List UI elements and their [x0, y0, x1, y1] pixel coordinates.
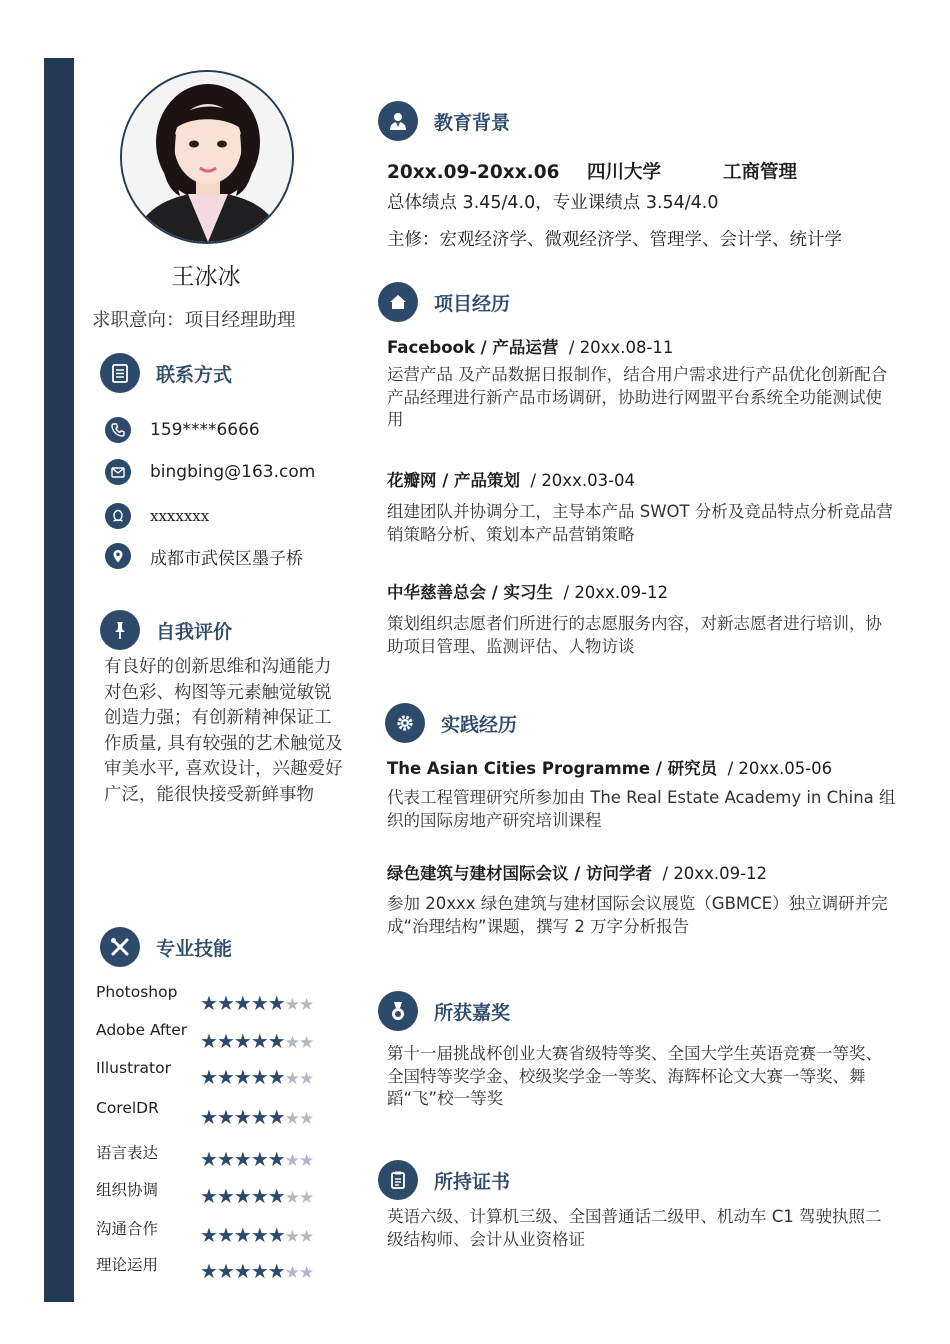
contact-qq: [105, 503, 209, 529]
project-org: Facebook / 产品运营: [387, 338, 559, 357]
star-filled-icon: ★: [267, 991, 285, 1015]
contact-email: [105, 459, 315, 485]
skill-row: [96, 1021, 331, 1053]
star-filled-icon: ★: [267, 1184, 285, 1208]
practice-org: 绿色建筑与建材国际会议 / 访问学者: [387, 864, 653, 883]
project-desc: 组建团队并协调分工，主导本产品 SWOT 分析及竞品特点分析竞品营销策略分析、策划本产品营销策略: [387, 502, 893, 544]
avatar: [120, 70, 294, 244]
skill-name: Adobe After: [96, 1021, 188, 1039]
skill-row: [96, 983, 331, 1015]
awards-text: 第十一届挑战杯创业大赛省级特等奖、全国大学生英语竞赛一等奖、全国特等奖学金、校级奖学金一等奖、海辉杯论文大赛一等奖、舞蹈“飞”校一等奖: [387, 1044, 882, 1108]
self-eval-section-header: [100, 610, 232, 650]
star-filled-icon: ★: [200, 1259, 217, 1283]
skill-rating: [200, 1184, 313, 1210]
star-empty-icon: ★: [298, 1263, 314, 1283]
star-filled-icon: ★: [200, 1029, 217, 1053]
projects-section-header: [378, 282, 510, 322]
contact-section-title: 联系方式: [156, 363, 233, 386]
education-period: 20xx.09-20xx.06: [387, 162, 560, 183]
skill-name: CorelDR: [96, 1099, 159, 1117]
practice-date: 20xx.09-12: [673, 864, 768, 883]
skill-name: 理论运用: [96, 1256, 159, 1274]
practice-org: The Asian Cities Programme / 研究员: [387, 759, 718, 778]
star-filled-icon: ★: [250, 1223, 268, 1247]
gear-icon: [385, 703, 425, 743]
star-empty-icon: ★: [284, 1069, 299, 1089]
skills-section-header: [100, 927, 232, 967]
star-filled-icon: ★: [267, 1223, 285, 1247]
star-filled-icon: ★: [216, 1184, 234, 1208]
qq-icon: [105, 503, 131, 529]
star-filled-icon: ★: [233, 1105, 251, 1129]
project-desc: 策划组织志愿者们所进行的志愿服务内容，对新志愿者进行培训，协助项目管理、监测评估、人物访谈: [387, 614, 882, 656]
practice-title: The Asian Cities Programme / 研究员 / 20xx.05-06: [387, 759, 833, 778]
star-filled-icon: ★: [233, 991, 251, 1015]
education-major: 工商管理: [723, 162, 798, 183]
star-filled-icon: ★: [233, 1259, 251, 1283]
certificate-icon: [378, 1160, 418, 1200]
skill-row: [96, 1217, 331, 1247]
star-empty-icon: ★: [284, 995, 299, 1015]
star-filled-icon: ★: [216, 991, 234, 1015]
star-empty-icon: ★: [284, 1227, 299, 1247]
practice-section-title: 实践经历: [441, 713, 518, 736]
contact-section-header: [100, 353, 232, 393]
star-filled-icon: ★: [200, 1147, 217, 1171]
skill-row: [96, 1253, 331, 1283]
star-filled-icon: ★: [216, 1147, 234, 1171]
education-summary: [387, 158, 797, 184]
projects-section-title: 项目经历: [434, 292, 511, 315]
skill-name: Photoshop: [96, 983, 178, 1001]
phone-icon: [105, 417, 131, 443]
project-org: 中华慈善总会 / 实习生: [387, 583, 554, 602]
star-filled-icon: ★: [200, 991, 217, 1015]
address-text: 成都市武侯区墨子桥: [150, 548, 303, 569]
email-text[interactable]: bingbing@163.com: [150, 462, 316, 482]
project-title: 中华慈善总会 / 实习生 / 20xx.09-12: [387, 583, 669, 602]
skill-row: [96, 1059, 331, 1089]
education-section-header: [378, 101, 510, 141]
star-filled-icon: ★: [267, 1065, 285, 1089]
skill-name: 语言表达: [96, 1144, 159, 1162]
tools-icon: [100, 927, 140, 967]
contact-address: [105, 543, 303, 569]
medal-icon: [378, 991, 418, 1031]
profile-name: 王冰冰: [171, 264, 241, 290]
star-filled-icon: ★: [250, 991, 268, 1015]
skill-row: [96, 1178, 331, 1208]
star-filled-icon: ★: [200, 1184, 217, 1208]
qq-text: xxxxxxx: [150, 507, 210, 525]
self-eval-text: 有良好的创新思维和沟通能力对色彩、构图等元素触觉敏锐创造力强；有创新精神保证工作质量, 具有较强的艺术触觉及审美水平, 喜欢设计，兴趣爱好广泛，能很快接受新鲜事物: [104, 657, 343, 805]
home-icon: [378, 282, 418, 322]
star-filled-icon: ★: [216, 1105, 234, 1129]
star-filled-icon: ★: [216, 1029, 234, 1053]
star-empty-icon: ★: [298, 1151, 314, 1171]
project-title: 花瓣网 / 产品策划 / 20xx.03-04: [387, 471, 636, 490]
project-desc: 运营产品 及产品数据日报制作，结合用户需求进行产品优化创新配合产品经理进行新产品市场调研，协助进行网盟平台系统全功能测试使用: [387, 365, 888, 429]
avatar-photo: [122, 72, 292, 242]
star-empty-icon: ★: [298, 1188, 314, 1208]
star-empty-icon: ★: [298, 1069, 314, 1089]
skill-rating: [200, 1065, 313, 1091]
star-filled-icon: ★: [233, 1147, 251, 1171]
contact-book-icon: [100, 353, 140, 393]
star-empty-icon: ★: [284, 1263, 299, 1283]
skill-rating: [200, 1147, 313, 1173]
star-filled-icon: ★: [233, 1223, 251, 1247]
star-filled-icon: ★: [216, 1065, 234, 1089]
skill-row: [96, 1099, 331, 1129]
certs-text: 英语六级、计算机三级、全国普通话二级甲、机动车 C1 驾驶执照二级结构师、会计从业资格证: [387, 1207, 882, 1249]
star-filled-icon: ★: [233, 1029, 251, 1053]
star-filled-icon: ★: [267, 1029, 285, 1053]
star-empty-icon: ★: [298, 995, 314, 1015]
star-filled-icon: ★: [233, 1184, 251, 1208]
pushpin-icon: [100, 610, 140, 650]
skill-rating: [200, 1223, 313, 1249]
star-filled-icon: ★: [250, 1065, 268, 1089]
contact-phone: [105, 417, 260, 443]
practice-section-header: [385, 703, 517, 743]
project-title: Facebook / 产品运营 / 20xx.08-11: [387, 338, 674, 357]
practice-title: 绿色建筑与建材国际会议 / 访问学者 / 20xx.09-12: [387, 864, 768, 883]
star-filled-icon: ★: [250, 1105, 268, 1129]
education-gpa: 总体绩点 3.45/4.0，专业课绩点 3.54/4.0: [387, 193, 719, 213]
star-empty-icon: ★: [284, 1109, 299, 1129]
phone-text: 159****6666: [150, 420, 260, 440]
star-filled-icon: ★: [267, 1147, 285, 1171]
project-date: 20xx.09-12: [574, 583, 669, 602]
star-empty-icon: ★: [298, 1033, 314, 1053]
skill-rating: [200, 1105, 313, 1131]
job-intent: 求职意向：项目经理助理: [92, 310, 296, 331]
skill-name: 组织协调: [96, 1181, 159, 1199]
star-filled-icon: ★: [216, 1223, 234, 1247]
star-empty-icon: ★: [298, 1227, 314, 1247]
skill-name: 沟通合作: [96, 1220, 159, 1238]
star-filled-icon: ★: [200, 1223, 217, 1247]
star-filled-icon: ★: [267, 1105, 285, 1129]
star-filled-icon: ★: [216, 1259, 234, 1283]
practice-desc: 代表工程管理研究所参加由 The Real Estate Academy in China 组织的国际房地产研究培训课程: [387, 788, 896, 830]
location-pin-icon: [105, 543, 131, 569]
star-empty-icon: ★: [284, 1188, 299, 1208]
star-filled-icon: ★: [233, 1065, 251, 1089]
education-section-title: 教育背景: [434, 111, 511, 134]
star-empty-icon: ★: [284, 1033, 299, 1053]
project-org: 花瓣网 / 产品策划: [387, 471, 521, 490]
star-filled-icon: ★: [267, 1259, 285, 1283]
skill-name: Illustrator: [96, 1059, 171, 1077]
education-courses: 主修：宏观经济学、微观经济学、管理学、会计学、统计学: [387, 230, 842, 250]
skill-rating: [200, 1259, 313, 1285]
star-filled-icon: ★: [250, 1147, 268, 1171]
education-school: 四川大学: [587, 162, 662, 183]
skill-rating: [200, 991, 313, 1017]
skills-section-title: 专业技能: [156, 937, 233, 960]
project-date: 20xx.08-11: [579, 338, 674, 357]
awards-section-title: 所获嘉奖: [434, 1001, 511, 1024]
star-filled-icon: ★: [250, 1259, 268, 1283]
skill-rating: [200, 1029, 313, 1055]
practice-date: 20xx.05-06: [738, 759, 833, 778]
certs-section-header: [378, 1160, 510, 1200]
star-empty-icon: ★: [298, 1109, 314, 1129]
star-filled-icon: ★: [200, 1065, 217, 1089]
self-eval-section-title: 自我评价: [156, 620, 233, 643]
star-filled-icon: ★: [200, 1105, 217, 1129]
sidebar-bar: [44, 58, 74, 1302]
practice-desc: 参加 20xxx 绿色建筑与建材国际会议展览（GBMCE）独立调研并完成“治理结构”课题，撰写 2 万字分析报告: [387, 894, 888, 936]
star-filled-icon: ★: [250, 1029, 268, 1053]
certs-section-title: 所持证书: [434, 1170, 511, 1193]
skill-row: [96, 1141, 331, 1171]
graduate-icon: [378, 101, 418, 141]
star-empty-icon: ★: [284, 1151, 299, 1171]
mail-icon: [105, 459, 131, 485]
awards-section-header: [378, 991, 510, 1031]
star-filled-icon: ★: [250, 1184, 268, 1208]
project-date: 20xx.03-04: [541, 471, 636, 490]
